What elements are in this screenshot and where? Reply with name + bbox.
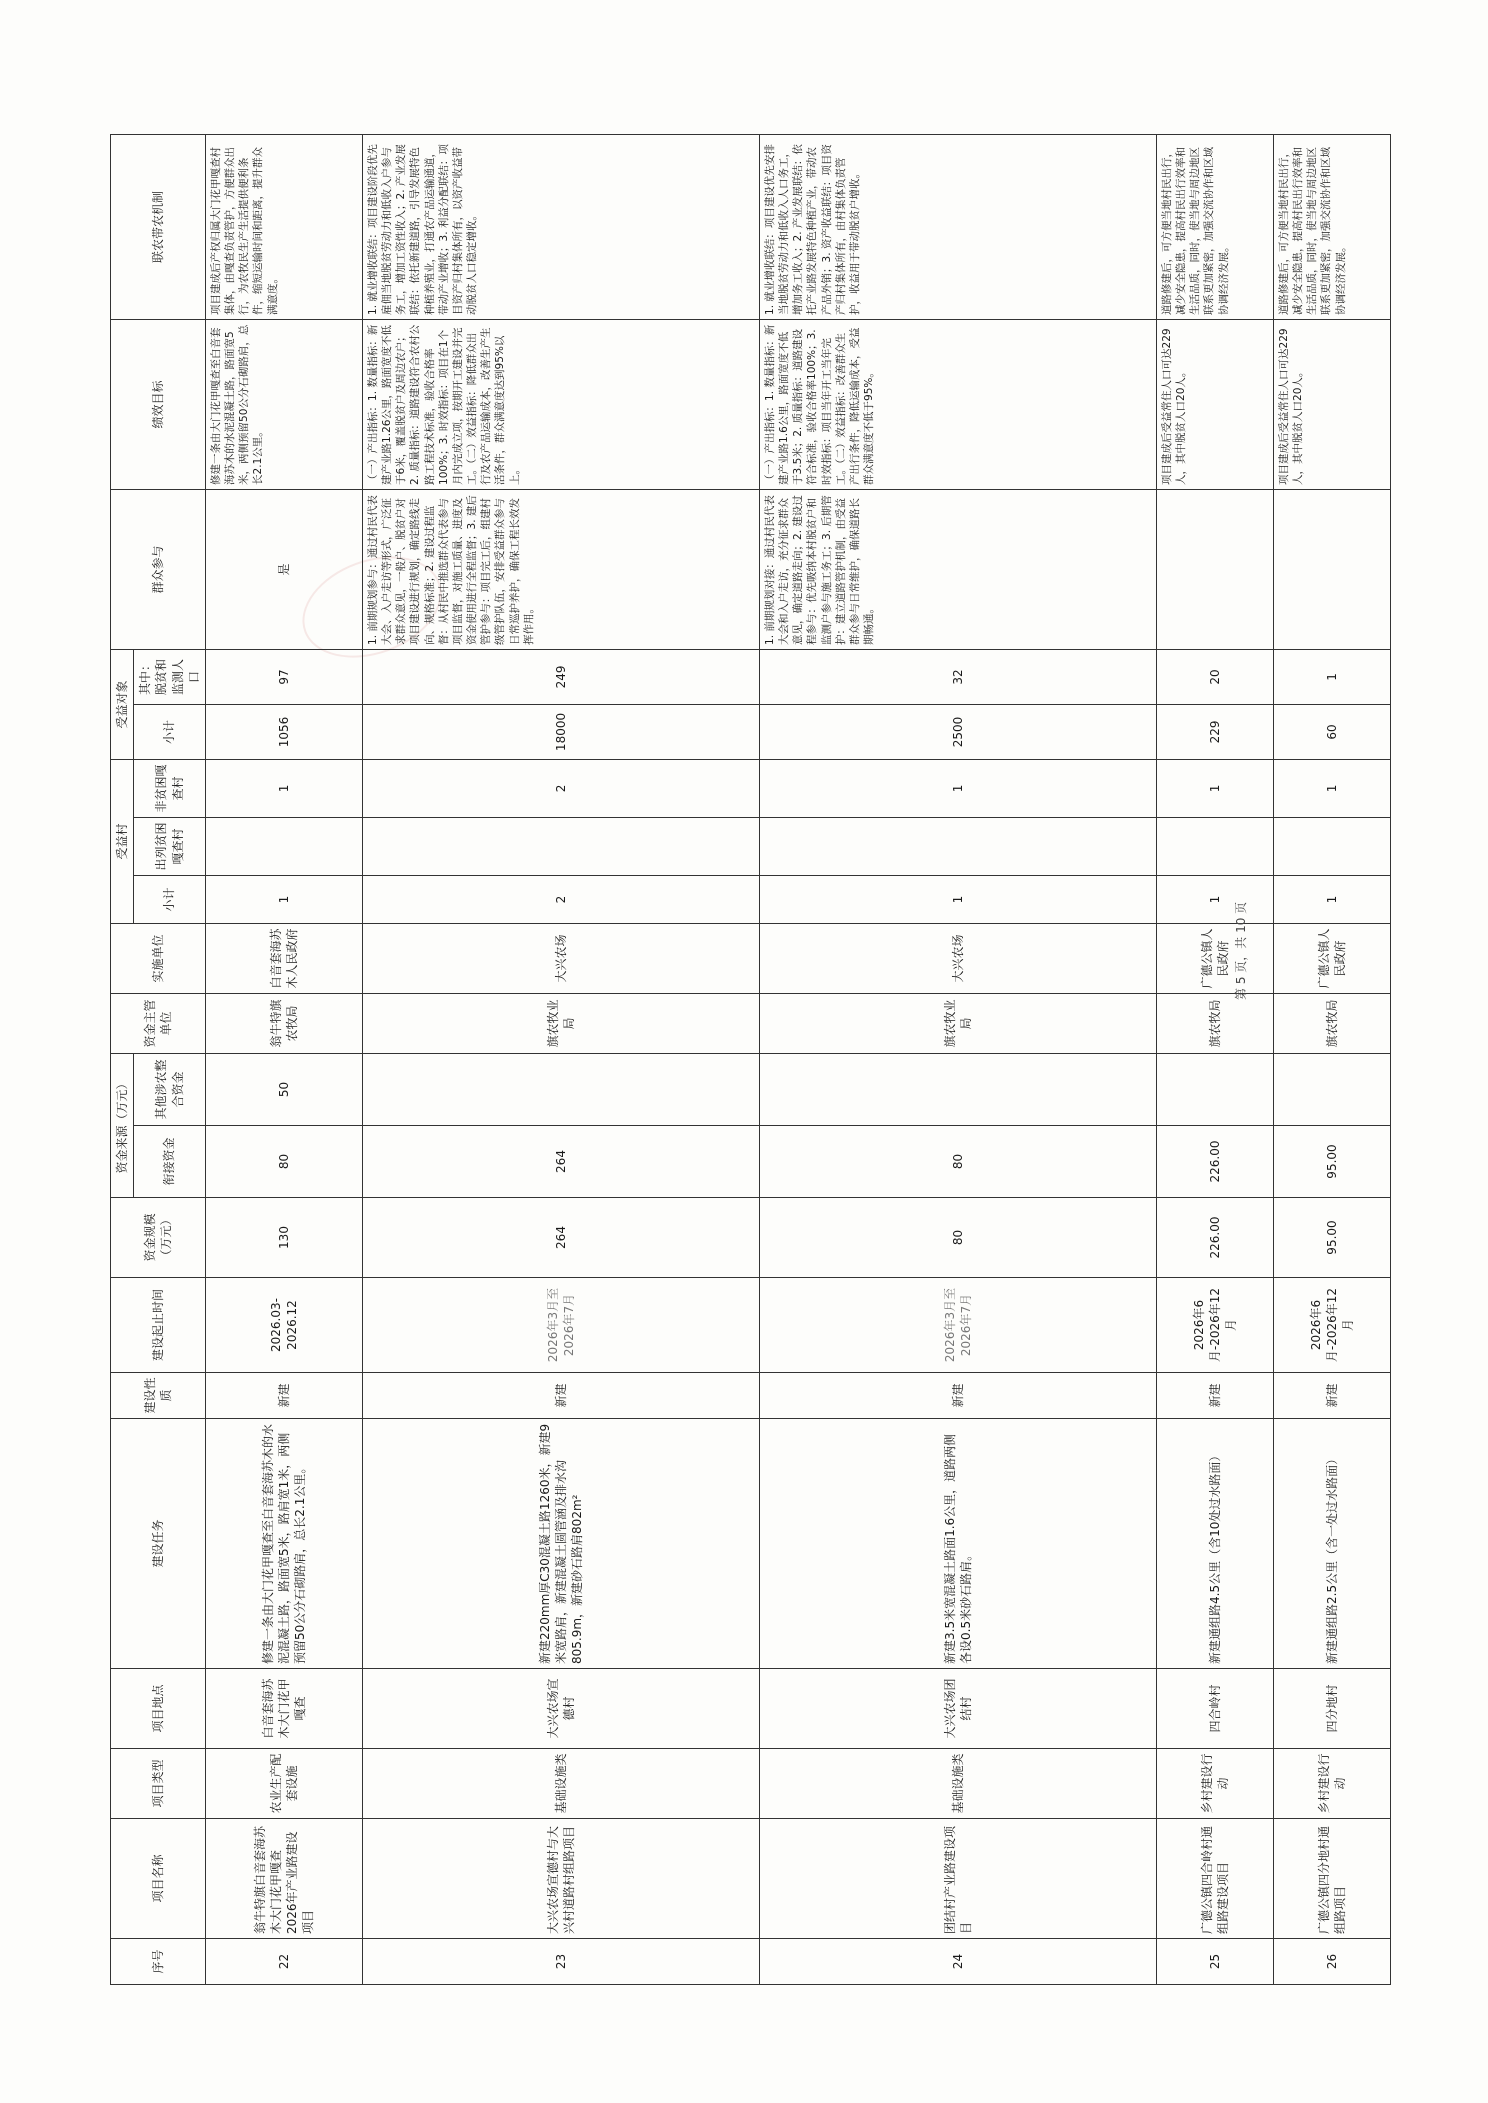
cell-type: 乡村建设行动 (1156, 1749, 1273, 1819)
cell-object-total: 229 (1156, 704, 1273, 759)
cell-fund-conv: 226.00 (1156, 1126, 1273, 1198)
cell-target: 项目建成后受益常住人口可达229人，其中脱贫人口20人。 (1156, 319, 1273, 489)
cell-object-total: 1056 (205, 704, 362, 759)
cell-village-out (759, 817, 1156, 875)
cell-scale: 264 (362, 1198, 759, 1278)
cell-village-non: 1 (1156, 759, 1273, 817)
cell-scale: 226.00 (1156, 1198, 1273, 1278)
cell-village-total: 1 (1273, 875, 1390, 923)
th-fund-group: 资金来源（万元） (111, 1053, 134, 1197)
th-mass: 群众参与 (111, 489, 206, 649)
cell-mass (1156, 489, 1273, 649)
cell-period: 2026年3月至2026年7月 (362, 1278, 759, 1373)
cell-village-out (1156, 817, 1273, 875)
th-village-group: 受益村 (111, 759, 134, 923)
cell-village-total: 1 (759, 875, 1156, 923)
cell-village-total: 1 (1156, 875, 1273, 923)
th-type: 项目类型 (111, 1749, 206, 1819)
cell-mechanism: 1. 就业增收联结：项目建设阶段优先雇佣当地脱贫劳动力和低收入户参与务工，增加工资性收入；2. 产业发展联结：依托新建道路，引导发展特色种植养殖业，打通农产品运输通道，带动产业增收；3. 利益分配联结：项目资产归村集体所有，以资产收益带动脱贫人口稳定增收。 (362, 134, 759, 319)
cell-name: 广德公镇四分地村通组路项目 (1273, 1819, 1390, 1939)
cell-task: 新建通组路2.5公里（含一处过水路面） (1273, 1419, 1390, 1669)
cell-location: 白音套海苏木大门花甲嘎查 (205, 1669, 362, 1749)
cell-task: 修建一条由大门花甲嘎查至白音套海苏木的水泥混凝土路，路面宽5米，路肩宽1米，两侧预留50公分石砌路肩，总长2.1公里。 (205, 1419, 362, 1669)
cell-object-total: 18000 (362, 704, 759, 759)
cell-object-poor: 249 (362, 649, 759, 704)
cell-location: 大兴农场团结村 (759, 1669, 1156, 1749)
th-unit-main: 资金主管单位 (111, 993, 206, 1053)
cell-location: 大兴农场宣德村 (362, 1669, 759, 1749)
cell-name: 广德公镇四合岭村通组路建设项目 (1156, 1819, 1273, 1939)
cell-object-total: 60 (1273, 704, 1390, 759)
th-nature: 建设性质 (111, 1373, 206, 1419)
cell-location: 四合岭村 (1156, 1669, 1273, 1749)
th-village-out: 出列贫困嘎查村 (134, 817, 206, 875)
th-scale: 资金规模（万元） (111, 1198, 206, 1278)
cell-mechanism: 1. 就业增收联结：项目建设优先安排当地脱贫劳动力和低收入人口务工，增加务工收入；2. 产业发展联结：依托产业路发展特色种植产业，带动农产品外销；3. 资产收益联结：项目资产归村集体所有，由村集体负责管护，收益用于带动脱贫户增收。 (759, 134, 1156, 319)
th-village-non: 非贫困嘎查村 (134, 759, 206, 817)
cell-unit-impl: 大兴农场 (362, 923, 759, 993)
cell-object-poor: 32 (759, 649, 1156, 704)
cell-nature: 新建 (362, 1373, 759, 1419)
cell-fund-conv: 80 (759, 1126, 1156, 1198)
cell-fund-other (1273, 1053, 1390, 1125)
cell-fund-conv: 80 (205, 1126, 362, 1198)
cell-period: 2026年6月-2026年12月 (1273, 1278, 1390, 1373)
cell-seq: 25 (1156, 1939, 1273, 1985)
cell-nature: 新建 (1273, 1373, 1390, 1419)
cell-fund-other: 50 (205, 1053, 362, 1125)
th-object-poor: 其中：脱贫和监测人口 (134, 649, 206, 704)
cell-scale: 80 (759, 1198, 1156, 1278)
cell-object-poor: 20 (1156, 649, 1273, 704)
cell-mass (1273, 489, 1390, 649)
cell-type: 农业生产配套设施 (205, 1749, 362, 1819)
th-unit-impl: 实施单位 (111, 923, 206, 993)
cell-seq: 23 (362, 1939, 759, 1985)
cell-name: 大兴农场宣德村与大兴村道路村组路项目 (362, 1819, 759, 1939)
th-fund-conv: 衔接资金 (134, 1126, 206, 1198)
cell-fund-conv: 264 (362, 1126, 759, 1198)
cell-period: 2026年3月至2026年7月 (759, 1278, 1156, 1373)
cell-village-total: 1 (205, 875, 362, 923)
cell-unit-impl: 白音套海苏木人民政府 (205, 923, 362, 993)
cell-task: 新建220mm厚C30混凝土路1260米，新建9米宽路肩，新建混凝土圆管涵及排水沟805.9m，新建砂石路肩802m² (362, 1419, 759, 1669)
cell-unit-impl: 广德公镇人民政府 (1156, 923, 1273, 993)
cell-name: 翁牛特旗白音套海苏木大门花甲嘎查2026年产业路建设项目 (205, 1819, 362, 1939)
cell-period: 2026年6月-2026年12月 (1156, 1278, 1273, 1373)
cell-village-out (1273, 817, 1390, 875)
th-location: 项目地点 (111, 1669, 206, 1749)
cell-fund-other (759, 1053, 1156, 1125)
cell-nature: 新建 (759, 1373, 1156, 1419)
cell-name: 团结村产业路建设项目 (759, 1819, 1156, 1939)
table-row (205, 134, 362, 1984)
cell-nature: 新建 (205, 1373, 362, 1419)
cell-task: 新建通组路4.5公里（含10处过水路面） (1156, 1419, 1273, 1669)
table-row (759, 134, 1156, 1984)
cell-type: 基础设施类 (759, 1749, 1156, 1819)
cell-fund-conv: 95.00 (1273, 1126, 1390, 1198)
cell-seq: 26 (1273, 1939, 1390, 1985)
th-mechanism: 联农带农机制 (111, 134, 206, 319)
cell-fund-other (1156, 1053, 1273, 1125)
th-fund-other: 其他涉农整合资金 (134, 1053, 206, 1125)
cell-target: （一）产出指标：1. 数量指标：新建产业路1.6公里，路面宽度不低于3.5米；2. 质量指标：道路建设符合标准，验收合格率100%；3. 时效指标：项目当年开工当年完工。（二）效益指标：改善群众生产出行条件，降低运输成本，受益群众满意度不低于95%。 (759, 319, 1156, 489)
cell-target: （一）产出指标：1. 数量指标：新建产业路1.26公里，路面宽度不低于6米，覆盖脱贫户及周边农户；2. 质量指标：道路建设符合农村公路工程技术标准，验收合格率100%；3. 时效指标：项目在1个月内完成立项，按期开工建设并完工。（二）效益指标：降低群众出行及农产品运输成本，改善生产生活条件，群众满意度达到95%以上。 (362, 319, 759, 489)
cell-scale: 130 (205, 1198, 362, 1278)
cell-village-non: 2 (362, 759, 759, 817)
cell-mechanism: 道路修建后，可方便当地村民出行，减少安全隐患，提高村民出行效率和生活品质，同时，使当地与周边地区联系更加紧密，加强交流协作和区域协调经济发展。 (1156, 134, 1273, 319)
th-object-total: 小计 (134, 704, 206, 759)
cell-object-total: 2500 (759, 704, 1156, 759)
cell-seq: 22 (205, 1939, 362, 1985)
cell-village-non: 1 (759, 759, 1156, 817)
cell-unit-impl: 大兴农场 (759, 923, 1156, 993)
cell-unit-main: 翁牛特旗农牧局 (205, 993, 362, 1053)
table-row (1273, 134, 1390, 1984)
project-table-rotated (110, 144, 1380, 1985)
cell-object-poor: 1 (1273, 649, 1390, 704)
th-village-total: 小计 (134, 875, 206, 923)
cell-unit-impl: 广德公镇人民政府 (1273, 923, 1390, 993)
cell-nature: 新建 (1156, 1373, 1273, 1419)
cell-unit-main: 旗农牧业局 (362, 993, 759, 1053)
cell-unit-main: 旗农牧局 (1156, 993, 1273, 1053)
cell-mechanism: 项目建成后产权归属大门花甲嘎查村集体，由嘎查负责管护，方便群众出行，为农牧民生产生活提供便利条件，缩短运输时间和距离，提升群众满意度。 (205, 134, 362, 319)
cell-village-out (362, 817, 759, 875)
cell-type: 基础设施类 (362, 1749, 759, 1819)
cell-location: 四分地村 (1273, 1669, 1390, 1749)
cell-mass: 1. 前期规划对接：通过村民代表大会和入户走访，充分征求群众意见，确定道路走向；2. 建设过程参与：优先吸纳本村脱贫户和监测户参与施工务工；3. 后期管护：建立道路管护机制，由受益群众参与日常维护，确保道路长期畅通。 (759, 489, 1156, 649)
cell-mass: 1. 前期规划参与：通过村民代表大会、入户走访等形式，广泛征求群众意见，一般户、脱贫户对项目建设进行规划，确定路线走向、规格标准；2. 建设过程监督：从村民中推选群众代表参与项目监督，对施工质量、进度及资金使用进行全程监督；3. 建后管护参与：项目完工后，组建村级管护队伍，安排受益群众参与日常巡护养护，确保工程长效发挥作用。 (362, 489, 759, 649)
cell-period: 2026.03-2026.12 (205, 1278, 362, 1373)
cell-unit-main: 旗农牧局 (1273, 993, 1390, 1053)
cell-target: 修建一条由大门花甲嘎查至白音套海苏木的水泥混凝土路，路面宽5米，两侧预留50公分石砌路肩，总长2.1公里。 (205, 319, 362, 489)
th-task: 建设任务 (111, 1419, 206, 1669)
cell-unit-main: 旗农牧业局 (759, 993, 1156, 1053)
cell-object-poor: 97 (205, 649, 362, 704)
th-period: 建设起止时间 (111, 1278, 206, 1373)
th-object-group: 受益对象 (111, 649, 134, 759)
cell-fund-other (362, 1053, 759, 1125)
cell-village-out (205, 817, 362, 875)
cell-type: 乡村建设行动 (1273, 1749, 1390, 1819)
cell-village-non: 1 (1273, 759, 1390, 817)
cell-target: 项目建成后受益常住人口可达229人，其中脱贫人口20人。 (1273, 319, 1390, 489)
table-row (362, 134, 759, 1984)
cell-task: 新建3.5米宽混凝土路面1.6公里，道路两侧各设0.5米砂石路肩。 (759, 1419, 1156, 1669)
th-target: 绩效目标 (111, 319, 206, 489)
cell-scale: 95.00 (1273, 1198, 1390, 1278)
page-number: 第 5 页，共 10 页 (1234, 901, 1248, 1000)
cell-village-non: 1 (205, 759, 362, 817)
cell-mechanism: 道路修建后，可方便当地村民出行，减少安全隐患，提高村民出行效率和生活品质，同时，使当地与周边地区联系更加紧密，加强交流协作和区域协调经济发展。 (1273, 134, 1390, 319)
cell-village-total: 2 (362, 875, 759, 923)
table-row (1156, 134, 1273, 1984)
project-table (110, 134, 1391, 1985)
cell-seq: 24 (759, 1939, 1156, 1985)
cell-mass: 是 (205, 489, 362, 649)
th-seq: 序号 (111, 1939, 206, 1985)
th-name: 项目名称 (111, 1819, 206, 1939)
